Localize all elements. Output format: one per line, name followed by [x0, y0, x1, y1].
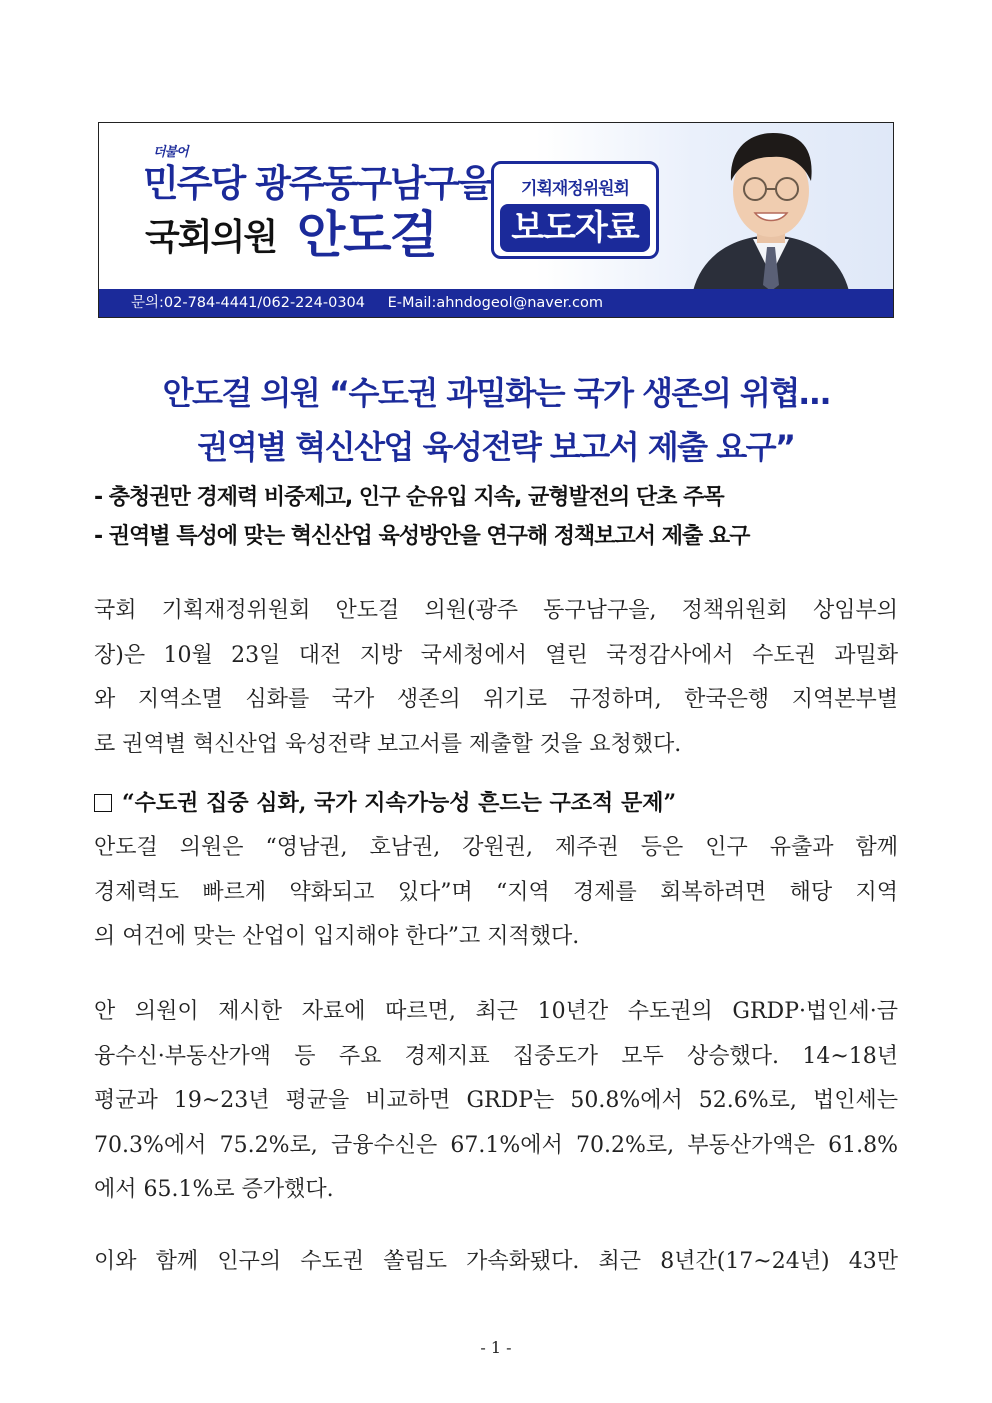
paragraph-line: 경제력도 빠르게 약화되고 있다”며 “지역 경제를 회복하려면 해당 지역	[94, 879, 898, 905]
member-portrait	[673, 125, 869, 291]
paragraph-line: 70.3%에서 75.2%로, 금융수신은 67.1%에서 70.2%로, 부동산가액은 61.8%	[94, 1132, 898, 1158]
headline-line-1: 안도걸 의원 “수도권 과밀화는 국가 생존의 위협…	[162, 374, 830, 412]
page-number: - 1 -	[480, 1338, 512, 1357]
paragraph-line: 의 여건에 맞는 산업이 입지해야 한다”고 지적했다.	[94, 924, 580, 949]
paragraph-line: 이와 함께 인구의 수도권 쏠림도 가속화됐다. 최근 8년간(17~24년) 43만	[94, 1249, 898, 1274]
paragraph-line: 안 의원이 제시한 자료에 따르면, 최근 10년간 수도권의 GRDP·법인세·금	[94, 999, 898, 1024]
paragraph-line: 에서 65.1%로 증가했다.	[94, 1177, 334, 1202]
paragraph-population	[94, 1240, 898, 1285]
press-release-label: 보도자료	[500, 204, 650, 252]
paragraph-intro	[94, 589, 898, 767]
paragraph-line: 로 권역별 혁신산업 육성전략 보고서를 제출할 것을 요청했다.	[94, 731, 682, 757]
committee-name: 기획재정위원회	[521, 179, 629, 199]
paragraph-quote	[94, 826, 898, 960]
paragraph-line: 안도걸 의원은 “영남권, 호남권, 강원권, 제주권 등은 인구 유출과 함께	[94, 835, 898, 860]
checkbox-square-icon	[94, 794, 112, 812]
paragraph-line: 국회 기획재정위원회 안도걸 의원(광주 동구남구을, 정책위원회 상임부의	[94, 598, 898, 623]
subheadline-2: - 권역별 특성에 맞는 혁신산업 육성방안을 연구해 정책보고서 제출 요구	[94, 524, 750, 549]
contact-bar	[99, 289, 893, 317]
paragraph-line: 장)은 10월 23일 대전 지방 국세청에서 열린 국정감사에서 수도권 과밀화	[94, 642, 898, 668]
press-banner	[98, 122, 894, 318]
paragraph-line: 와 지역소멸 심화를 국가 생존의 위기로 규정하며, 한국은행 지역본부별	[94, 687, 898, 712]
member-name: 안도걸	[297, 206, 436, 264]
party-prefix: 더불어	[153, 145, 188, 160]
member-title: 국회의원	[145, 217, 277, 258]
contact-email: E-Mail:ahndogeol@naver.com	[387, 295, 603, 311]
section-heading	[94, 786, 676, 817]
paragraph-line: 융수신·부동산가액 등 주요 경제지표 집중도가 모두 상승했다. 14~18년	[94, 1043, 898, 1069]
party-district: 민주당 광주동구남구을	[143, 162, 492, 205]
subheadline-1: - 충청권만 경제력 비중제고, 인구 순유입 지속, 균형발전의 단초 주목	[94, 485, 724, 510]
paragraph-statistics	[94, 990, 898, 1213]
contact-phone: 문의:02-784-4441/062-224-0304	[131, 295, 365, 311]
headline-line-2: 권역별 혁신산업 육성전략 보고서 제출 요구”	[197, 428, 795, 466]
paragraph-line: 평균과 19~23년 평균을 비교하면 GRDP는 50.8%에서 52.6%로, 법인세는	[94, 1088, 898, 1113]
press-release-badge	[491, 161, 659, 259]
section-title: “수도권 집중 심화, 국가 지속가능성 흔드는 구조적 문제”	[122, 790, 677, 816]
